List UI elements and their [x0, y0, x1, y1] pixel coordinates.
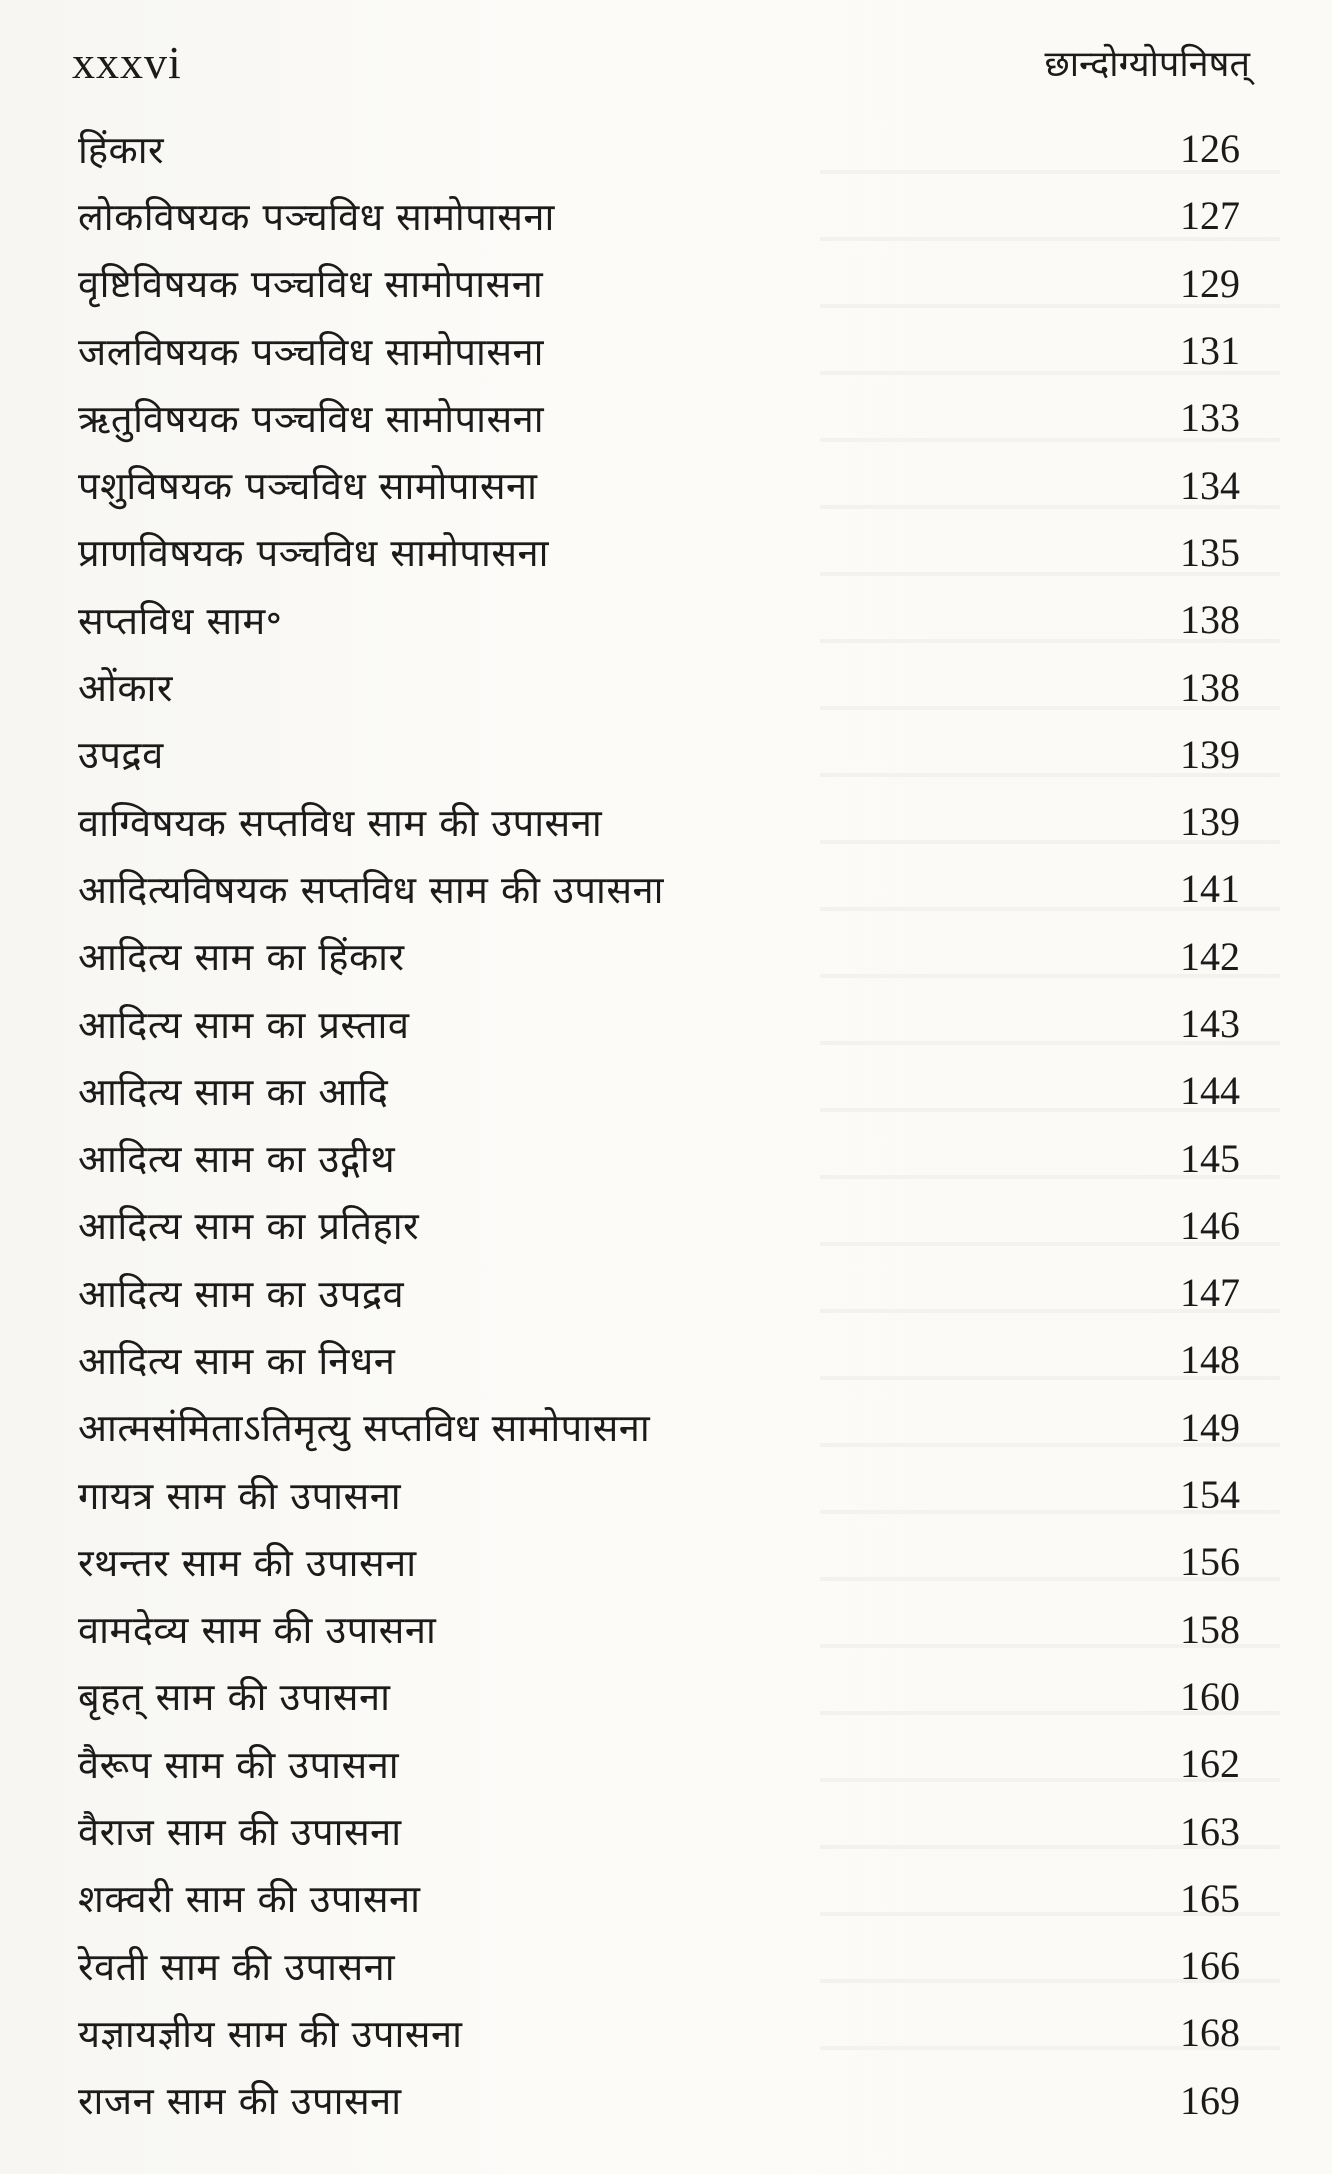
toc-entry	[78, 1932, 1240, 1999]
toc-entry-page: 138	[1180, 597, 1240, 643]
toc-entry	[78, 115, 1240, 182]
toc-entry	[78, 519, 1240, 586]
toc-entry-title: सप्तविध साम॰	[78, 598, 283, 643]
toc-entry-page: 131	[1180, 328, 1240, 374]
toc-entry	[78, 317, 1240, 384]
toc-entry-page: 129	[1180, 260, 1240, 306]
toc-entry	[78, 721, 1240, 788]
toc-entry	[78, 1326, 1240, 1393]
toc-entry-title: उपद्रव	[78, 733, 164, 778]
toc-entry	[78, 788, 1240, 855]
toc-entry-page: 169	[1180, 2077, 1240, 2123]
toc-entry-page: 146	[1180, 1202, 1240, 1248]
toc-entry-page: 168	[1180, 2010, 1240, 2056]
toc-entry-title: राजन साम की उपासना	[78, 2079, 402, 2124]
toc-entry-title: बृहत् साम की उपासना	[78, 1675, 391, 1720]
toc-entry-title: वाग्विषयक सप्तविध साम की उपासना	[78, 800, 603, 845]
toc-entry	[78, 250, 1240, 317]
toc-entry	[78, 653, 1240, 720]
toc-entry	[78, 586, 1240, 653]
running-title: छान्दोग्योपनिषत्	[1044, 44, 1250, 85]
toc-entry-title: वैराज साम की उपासना	[78, 1810, 402, 1855]
toc-entry-page: 138	[1180, 664, 1240, 710]
page-header	[72, 30, 1250, 100]
table-of-contents	[78, 115, 1240, 2134]
toc-entry-title: आदित्यविषयक सप्तविध साम की उपासना	[78, 867, 664, 912]
toc-entry-title: वैरूप साम की उपासना	[78, 1742, 400, 1787]
toc-entry	[78, 182, 1240, 249]
toc-entry-page: 133	[1180, 395, 1240, 441]
toc-entry	[78, 1730, 1240, 1797]
toc-entry	[78, 1999, 1240, 2066]
toc-entry-title: शक्वरी साम की उपासना	[78, 1877, 421, 1922]
toc-entry-title: लोकविषयक पञ्चविध सामोपासना	[78, 194, 555, 239]
toc-entry-title: यज्ञायज्ञीय साम की उपासना	[78, 2011, 463, 2056]
toc-entry	[78, 1192, 1240, 1259]
toc-entry-title: ऋतुविषयक पञ्चविध सामोपासना	[78, 396, 545, 441]
toc-entry-page: 139	[1180, 799, 1240, 845]
toc-entry	[78, 923, 1240, 990]
toc-entry-page: 139	[1180, 731, 1240, 777]
toc-entry	[78, 1124, 1240, 1191]
toc-entry-page: 126	[1180, 126, 1240, 172]
toc-entry-title: वामदेव्य साम की उपासना	[78, 1608, 437, 1653]
toc-entry-page: 127	[1180, 193, 1240, 239]
toc-entry-page: 144	[1180, 1068, 1240, 1114]
toc-entry	[78, 1461, 1240, 1528]
toc-entry-title: प्राणविषयक पञ्चविध सामोपासना	[78, 531, 549, 576]
toc-entry-page: 163	[1180, 1808, 1240, 1854]
toc-entry-page: 143	[1180, 1001, 1240, 1046]
toc-entry-page: 160	[1180, 1673, 1240, 1719]
toc-entry-title: आदित्य साम का प्रस्ताव	[78, 1002, 410, 1047]
toc-entry-page: 145	[1180, 1135, 1240, 1181]
toc-entry	[78, 855, 1240, 922]
toc-entry-title: पशुविषयक पञ्चविध सामोपासना	[78, 464, 538, 509]
toc-entry-page: 141	[1180, 866, 1240, 912]
toc-entry-page: 158	[1180, 1606, 1240, 1652]
toc-entry-title: आदित्य साम का आदि	[78, 1069, 389, 1114]
toc-entry	[78, 384, 1240, 451]
toc-entry-title: आत्मसंमिताऽतिमृत्यु सप्तविध सामोपासना	[78, 1406, 651, 1451]
toc-entry-page: 149	[1180, 1404, 1240, 1450]
toc-entry-title: गायत्र साम की उपासना	[78, 1473, 402, 1518]
toc-entry	[78, 2067, 1240, 2134]
toc-entry	[78, 1057, 1240, 1124]
page-number: xxxvi	[72, 37, 182, 88]
toc-entry-title: आदित्य साम का प्रतिहार	[78, 1204, 420, 1249]
toc-entry-title: आदित्य साम का निधन	[78, 1338, 396, 1383]
toc-entry	[78, 1865, 1240, 1932]
toc-entry-page: 166	[1180, 1943, 1240, 1989]
toc-entry-page: 165	[1180, 1875, 1240, 1921]
toc-entry-title: आदित्य साम का उद्गीथ	[78, 1137, 396, 1182]
toc-entry-title: आदित्य साम का उपद्रव	[78, 1271, 405, 1316]
toc-entry-page: 156	[1180, 1539, 1240, 1585]
toc-entry-title: हिंकार	[78, 127, 165, 172]
toc-entry	[78, 1528, 1240, 1595]
toc-entry-title: रथन्तर साम की उपासना	[78, 1540, 417, 1585]
toc-entry	[78, 451, 1240, 518]
toc-entry-page: 162	[1180, 1741, 1240, 1787]
toc-entry	[78, 990, 1240, 1057]
toc-entry-title: वृष्टिविषयक पञ्चविध सामोपासना	[78, 262, 544, 307]
toc-entry	[78, 1797, 1240, 1864]
toc-entry-page: 148	[1180, 1337, 1240, 1383]
toc-entry	[78, 1394, 1240, 1461]
toc-entry-page: 154	[1180, 1472, 1240, 1518]
toc-entry	[78, 1596, 1240, 1663]
toc-entry-title: जलविषयक पञ्चविध सामोपासना	[78, 329, 544, 374]
toc-entry-title: ओंकार	[78, 666, 173, 711]
toc-entry-page: 147	[1180, 1270, 1240, 1316]
toc-entry-page: 134	[1180, 462, 1240, 508]
toc-entry-page: 135	[1180, 529, 1240, 575]
toc-entry-title: रेवती साम की उपासना	[78, 1944, 396, 1989]
toc-entry-title: आदित्य साम का हिंकार	[78, 935, 405, 980]
toc-entry	[78, 1663, 1240, 1730]
toc-entry	[78, 1259, 1240, 1326]
toc-entry-page: 142	[1180, 933, 1240, 979]
